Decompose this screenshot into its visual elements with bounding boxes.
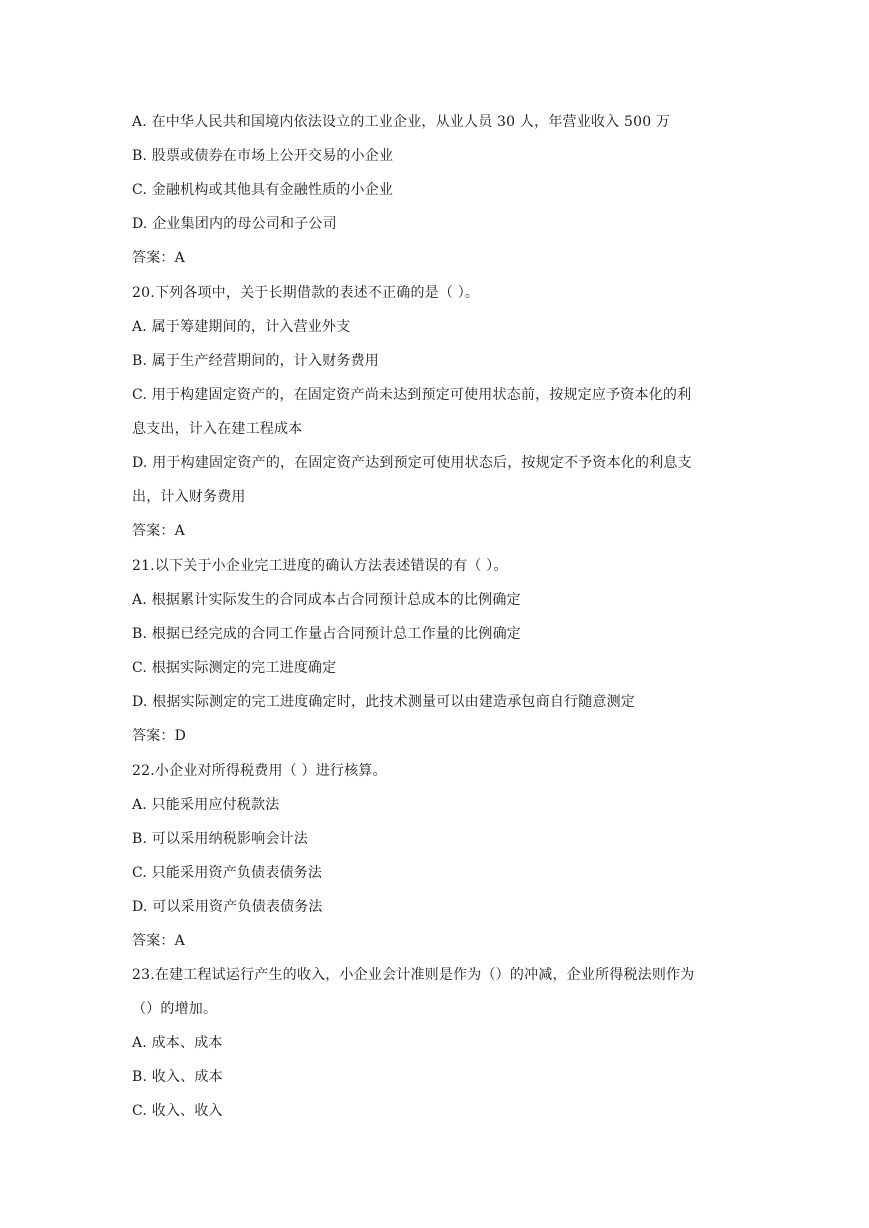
q22-option-a: A. 只能采用应付税款法: [132, 797, 280, 813]
q20-option-c-line1: C. 用于构建固定资产的，在固定资产尚未达到预定可使用状态前，按规定应予资本化的利: [132, 387, 692, 403]
q20-option-d-line1: D. 用于构建固定资产的，在固定资产达到预定可使用状态后，按规定不予资本化的利息支: [132, 455, 692, 471]
q23-option-b: B. 收入、成本: [132, 1069, 223, 1085]
q21-option-d: D. 根据实际测定的完工进度确定时，此技术测量可以由建造承包商自行随意测定: [132, 694, 636, 710]
q21-option-a: A. 根据累计实际发生的合同成本占合同预计总成本的比例确定: [132, 592, 521, 608]
q23-question-line1: 23.在建工程试运行产生的收入，小企业会计准则是作为（）的冲减，企业所得税法则作为: [132, 967, 695, 983]
q20-option-b: B. 属于生产经营期间的，计入财务费用: [132, 353, 379, 369]
q22-answer: 答案：A: [132, 933, 185, 949]
q20-option-c-line2: 息支出，计入在建工程成本: [132, 421, 303, 437]
q21-option-b: B. 根据已经完成的合同工作量占合同预计总工作量的比例确定: [132, 626, 521, 642]
q19-option-c: C. 金融机构或其他具有金融性质的小企业: [132, 182, 394, 198]
q21-answer: 答案：D: [132, 728, 187, 744]
q20-option-d-line2: 出，计入财务费用: [132, 489, 246, 505]
q22-option-c: C. 只能采用资产负债表债务法: [132, 865, 323, 881]
q22-question: 22.小企业对所得税费用（ ）进行核算。: [132, 763, 387, 779]
q20-option-a: A. 属于筹建期间的，计入营业外支: [132, 319, 351, 335]
q19-option-d: D. 企业集团内的母公司和子公司: [132, 216, 337, 232]
q19-answer: 答案：A: [132, 250, 185, 266]
q20-answer: 答案：A: [132, 523, 185, 539]
q19-option-a: A. 在中华人民共和国境内依法设立的工业企业，从业人员 30 人，年营业收入 500 万: [132, 114, 671, 130]
q22-option-b: B. 可以采用纳税影响会计法: [132, 831, 308, 847]
q23-option-c: C. 收入、收入: [132, 1103, 223, 1119]
q20-question: 20.下列各项中，关于长期借款的表述不正确的是（ ）。: [132, 285, 480, 301]
q23-option-a: A. 成本、成本: [132, 1035, 223, 1051]
q23-question-line2: （）的增加。: [132, 1001, 218, 1017]
q21-option-c: C. 根据实际测定的完工进度确定: [132, 660, 337, 676]
q22-option-d: D. 可以采用资产负债表债务法: [132, 899, 323, 915]
q19-option-b: B. 股票或债券在市场上公开交易的小企业: [132, 148, 394, 164]
q21-question: 21.以下关于小企业完工进度的确认方法表述错误的有（ ）。: [132, 558, 508, 574]
